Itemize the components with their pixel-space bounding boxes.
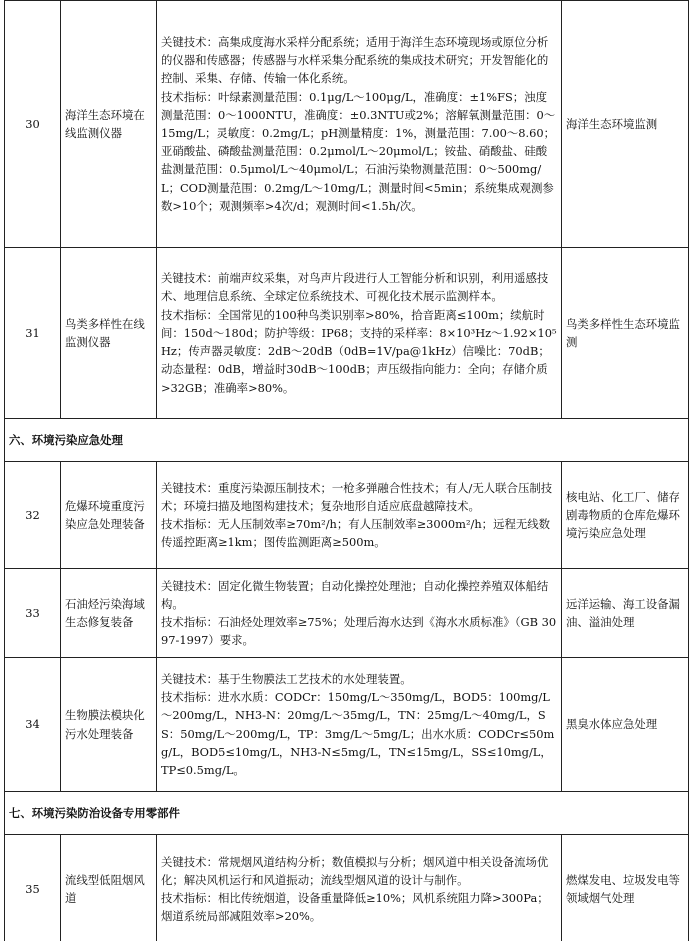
technical-indicator-text: 技术指标：叶绿素测量范围：0.1μg/L～100μg/L，准确度：±1%FS；浊度测量范围：0～1000NTU，准确度：±0.3NTU或2%；溶解氧测量范围：0～15mg/L；灵敏度：0.2mg/L；pH测量精度：1%，测量范围：7.00～8.60；亚硝酸盐、磷酸盐测量范围：0.2μmol/L～20μmol/L；铵盐、硝酸盐、硅酸盐测量范围：0.5μmol/L～40μmol/L；石油污染物测量范围：0～500mg/L；COD测量范围：0.2mg/L～10mg/L；测量时间<5min；系统集成观测参数>10个；观测频率>4次/d；观测时间<1.5h/次。 — [161, 89, 556, 213]
table-row — [5, 569, 689, 658]
section-heading: 七、环境污染防治设备专用零部件 — [5, 792, 689, 835]
equipment-spec-table — [4, 0, 689, 941]
item-number: 34 — [5, 658, 61, 792]
technical-spec — [157, 835, 562, 941]
technical-indicator-text: 技术指标：相比传统烟道，设备重量降低≥10%；风机系统阻力降>300Pa；烟道系统局部减阻效率>20%。 — [161, 891, 549, 924]
table-body — [5, 1, 689, 941]
equipment-name: 石油烃污染海域生态修复装备 — [61, 569, 157, 658]
table-row — [5, 658, 689, 792]
table-row — [5, 462, 689, 569]
application-field: 核电站、化工厂、储存剧毒物质的仓库危爆环境污染应急处理 — [562, 462, 689, 569]
section-row — [5, 419, 689, 462]
technical-indicator-text: 技术指标：石油烃处理效率≥75%；处理后海水达到《海水水质标准》（GB 3097-1997）要求。 — [161, 615, 557, 648]
section-heading: 六、环境污染应急处理 — [5, 419, 689, 462]
key-technology-text: 关键技术：固定化微生物装置；自动化操控处理池；自动化操控养殖双体船结构。 — [161, 578, 549, 611]
key-technology-text: 关键技术：重度污染源压制技术；一枪多弹融合性技术；有人/无人联合压制技术；环境扫描及地图构建技术；复杂地形自适应底盘越障技术。 — [161, 480, 553, 513]
technical-spec — [157, 569, 562, 658]
item-number: 31 — [5, 248, 61, 419]
table-row — [5, 835, 689, 941]
application-field: 黑臭水体应急处理 — [562, 658, 689, 792]
item-number: 32 — [5, 462, 61, 569]
equipment-name: 生物膜法模块化污水处理装备 — [61, 658, 157, 792]
equipment-name: 流线型低阻烟风道 — [61, 835, 157, 941]
technical-indicator-text: 技术指标：无人压制效率≥70m²/h；有人压制效率≥3000m²/h；远程无线数传遥控距离≥1km；图传监测距离≥500m。 — [161, 517, 551, 550]
key-technology-text: 关键技术：高集成度海水采样分配系统；适用于海洋生态环境现场或原位分析的仪器和传感器；传感器与水样采集分配系统的集成技术研究；开发智能化的控制、采集、存储、传输一体化系统。 — [161, 34, 549, 86]
equipment-name: 鸟类多样性在线监测仪器 — [61, 248, 157, 419]
technical-indicator-text: 技术指标：全国常见的100种鸟类识别率>80%，拾音距离≤100m；续航时间：150d～180d；防护等级：IP68；支持的采样率：8×10³Hz～1.92×10⁵Hz；传声器灵敏度：2dB～20dB（0dB=1V/pa@1kHz）信噪比：70dB；动态量程：0dB，增益时30dB～100dB；声压级指向能力：全向；存储介质>32GB；准确率>80%。 — [161, 307, 557, 395]
technical-spec — [157, 658, 562, 792]
key-technology-text: 关键技术：前端声纹采集，对鸟声片段进行人工智能分析和识别，利用遥感技术、地理信息系统、全球定位系统技术、可视化技术展示监测样本。 — [161, 271, 549, 304]
item-number: 33 — [5, 569, 61, 658]
technical-spec — [157, 462, 562, 569]
application-field: 燃煤发电、垃圾发电等领域烟气处理 — [562, 835, 689, 941]
application-field: 鸟类多样性生态环境监测 — [562, 248, 689, 419]
equipment-name: 危爆环境重度污染应急处理装备 — [61, 462, 157, 569]
technical-indicator-text: 技术指标：进水水质：CODCr：150mg/L～350mg/L，BOD5：100mg/L～200mg/L，NH3-N：20mg/L～35mg/L，TN：25mg/L～40mg/L，SS：50mg/L～200mg/L，TP：3mg/L～5mg/L；出水水质：CODCr≤50mg/L，BOD5≤10mg/L，NH3-N≤5mg/L，TN≤15mg/L，SS≤10mg/L，TP≤0.5mg/L。 — [161, 690, 555, 777]
section-row — [5, 792, 689, 835]
equipment-name: 海洋生态环境在线监测仪器 — [61, 1, 157, 248]
technical-spec — [157, 1, 562, 248]
key-technology-text: 关键技术：基于生物膜法工艺技术的水处理装置。 — [161, 671, 412, 686]
item-number: 35 — [5, 835, 61, 941]
technical-spec — [157, 248, 562, 419]
table-row — [5, 248, 689, 419]
item-number: 30 — [5, 1, 61, 248]
application-field: 远洋运输、海工设备漏油、溢油处理 — [562, 569, 689, 658]
key-technology-text: 关键技术：常规烟风道结构分析；数值模拟与分析；烟风道中相关设备流场优化；解决风机运行和风道振动；流线型烟风道的设计与制作。 — [161, 854, 549, 887]
table-row — [5, 1, 689, 248]
application-field: 海洋生态环境监测 — [562, 1, 689, 248]
